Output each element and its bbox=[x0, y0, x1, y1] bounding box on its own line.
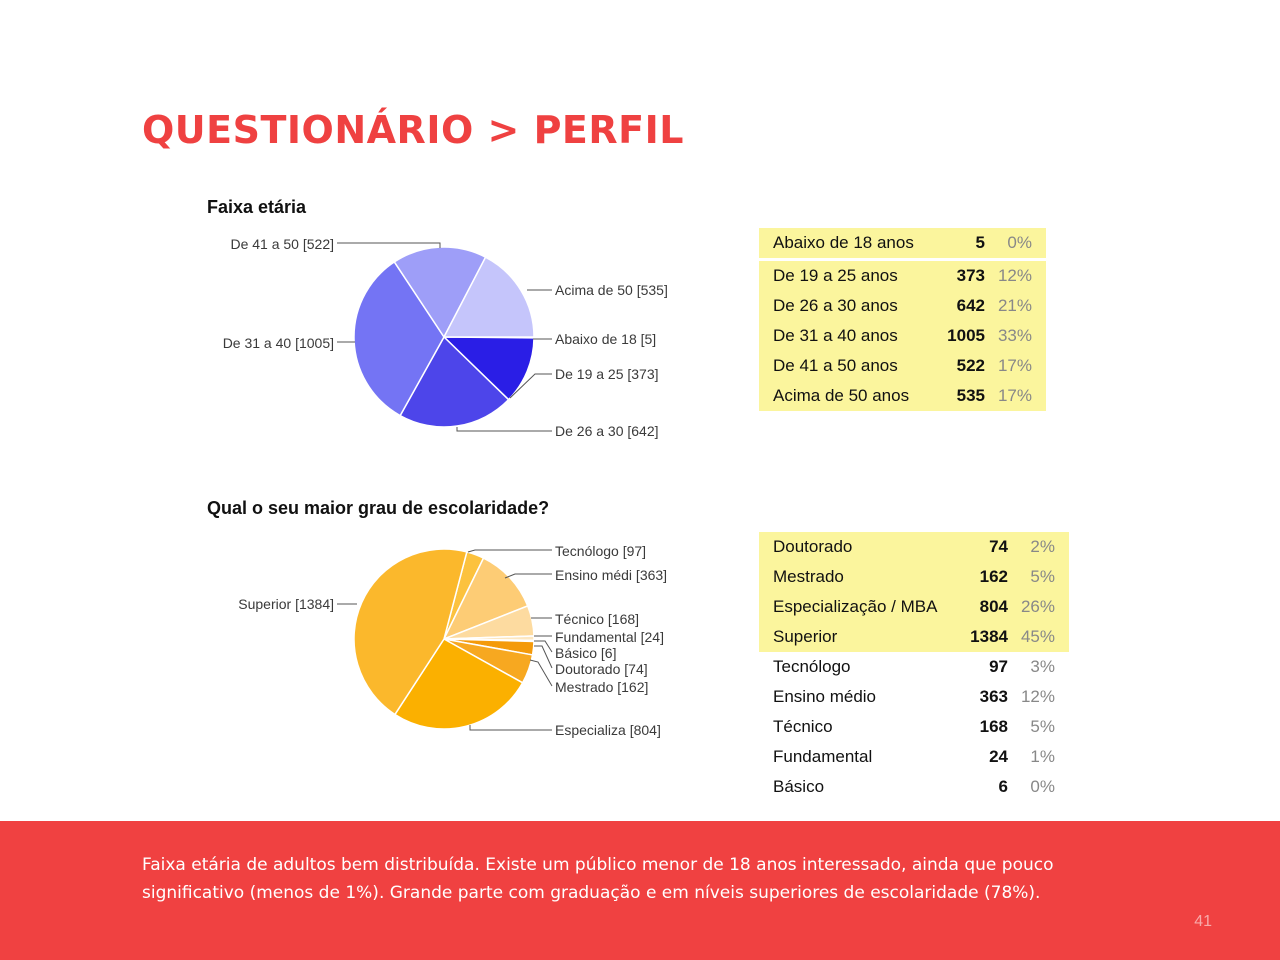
slide-title: QUESTIONÁRIO > PERFIL bbox=[142, 108, 684, 152]
footer-banner bbox=[0, 821, 1280, 960]
row-percent: 2% bbox=[1008, 532, 1069, 562]
callout-label-tecnologo: Tecnólogo [97] bbox=[555, 543, 647, 559]
callout-line-tecnologo bbox=[468, 550, 552, 552]
row-label: De 41 a 50 anos bbox=[759, 351, 928, 381]
callout-label-fundamental: Fundamental [24] bbox=[555, 629, 664, 645]
table-row bbox=[759, 291, 1046, 321]
pie-qual-o-seu-maior-grau-de-escolaridade bbox=[238, 543, 667, 738]
callout-line-de-26-a-30 bbox=[457, 427, 552, 431]
row-percent: 0% bbox=[1030, 777, 1055, 796]
table-faixa-etaria bbox=[759, 228, 1046, 411]
callout-label-mestrado: Mestrado [162] bbox=[555, 679, 649, 695]
row-value: 642 bbox=[928, 291, 985, 321]
callout-label-ensino-medio: Ensino médi [363] bbox=[555, 567, 668, 583]
row-value: 74 bbox=[958, 532, 1008, 562]
row-value: 1005 bbox=[928, 321, 985, 351]
row-percent: 5% bbox=[1008, 562, 1069, 592]
row-value: 1384 bbox=[958, 622, 1008, 652]
callout-line-doutorado bbox=[534, 646, 552, 668]
row-percent: 12% bbox=[1020, 687, 1055, 706]
chart-title-faixa-etaria: Faixa etária bbox=[207, 197, 307, 217]
table-row bbox=[759, 321, 1046, 351]
row-percent: 12% bbox=[985, 260, 1046, 292]
pie-faixa-etaria bbox=[223, 236, 668, 439]
row-value: 363 bbox=[979, 687, 1008, 706]
row-value: 535 bbox=[928, 381, 985, 411]
row-value: 97 bbox=[989, 657, 1008, 676]
row-value: 804 bbox=[958, 592, 1008, 622]
callout-line-de-41-a-50 bbox=[337, 243, 440, 248]
row-label: Abaixo de 18 anos bbox=[759, 228, 928, 260]
callout-label-acima-de-50: Acima de 50 [535] bbox=[555, 282, 668, 298]
row-value: 522 bbox=[928, 351, 985, 381]
table-row bbox=[759, 652, 1069, 682]
row-label: Tecnólogo bbox=[773, 657, 851, 676]
row-label: Fundamental bbox=[773, 747, 873, 766]
row-label: Básico bbox=[773, 777, 825, 796]
callout-line-especializacao-mba bbox=[470, 725, 552, 730]
row-percent: 5% bbox=[1030, 717, 1055, 736]
row-percent: 17% bbox=[985, 381, 1046, 411]
row-percent: 45% bbox=[1008, 622, 1069, 652]
callout-label-doutorado: Doutorado [74] bbox=[555, 661, 648, 677]
callout-label-de-31-a-40: De 31 a 40 [1005] bbox=[222, 335, 334, 351]
table-row bbox=[759, 228, 1046, 260]
row-percent: 0% bbox=[985, 228, 1046, 260]
callout-label-especializacao-mba: Especializa [804] bbox=[555, 722, 661, 738]
table-row bbox=[759, 592, 1069, 622]
callout-label-de-19-a-25: De 19 a 25 [373] bbox=[555, 366, 659, 382]
callout-label-de-26-a-30: De 26 a 30 [642] bbox=[555, 423, 659, 439]
callout-label-de-41-a-50: De 41 a 50 [522] bbox=[230, 236, 334, 252]
table-row bbox=[759, 562, 1069, 592]
table-row bbox=[759, 381, 1046, 411]
callout-label-abaixo-de-18: Abaixo de 18 [5] bbox=[555, 331, 657, 347]
row-value: 168 bbox=[979, 717, 1008, 736]
row-value: 6 bbox=[998, 777, 1008, 796]
chart-title-escolaridade: Qual o seu maior grau de escolaridade? bbox=[207, 498, 550, 518]
row-label: De 19 a 25 anos bbox=[759, 260, 928, 292]
row-label: Especialização / MBA bbox=[759, 592, 958, 622]
row-percent: 3% bbox=[1030, 657, 1055, 676]
row-label: Acima de 50 anos bbox=[759, 381, 928, 411]
row-percent: 26% bbox=[1008, 592, 1069, 622]
table-row bbox=[759, 260, 1046, 292]
row-label: Superior bbox=[759, 622, 958, 652]
row-value: 5 bbox=[928, 228, 985, 260]
table-row bbox=[759, 742, 1069, 772]
table-escolaridade bbox=[759, 532, 1069, 802]
table-row bbox=[759, 532, 1069, 562]
row-percent: 21% bbox=[985, 291, 1046, 321]
row-label: De 26 a 30 anos bbox=[759, 291, 928, 321]
row-label: Mestrado bbox=[759, 562, 958, 592]
page-number: 41 bbox=[1194, 913, 1212, 930]
row-label: De 31 a 40 anos bbox=[759, 321, 928, 351]
row-value: 373 bbox=[928, 260, 985, 292]
row-label: Ensino médio bbox=[773, 687, 877, 706]
table-row bbox=[759, 712, 1069, 742]
row-label: Técnico bbox=[773, 717, 833, 736]
row-label: Doutorado bbox=[759, 532, 958, 562]
table-row bbox=[759, 682, 1069, 712]
table-row bbox=[759, 622, 1069, 652]
callout-label-tecnico: Técnico [168] bbox=[555, 611, 640, 627]
callout-line-ensino-medio bbox=[505, 574, 552, 578]
table-row bbox=[759, 351, 1046, 381]
table-row bbox=[759, 772, 1069, 802]
row-value: 24 bbox=[989, 747, 1008, 766]
callout-label-superior: Superior [1384] bbox=[238, 596, 334, 612]
callout-line-mestrado bbox=[530, 660, 552, 686]
row-percent: 1% bbox=[1030, 747, 1055, 766]
callout-label-basico: Básico [6] bbox=[555, 645, 617, 661]
footer-text: Faixa etária de adultos bem distribuída. Existe um público menor de 18 anos interessado, ainda que pouco significativo (menos de 1%). Grande parte com graduação e em níveis superiores de escolaridade (78%). bbox=[142, 855, 1054, 903]
row-percent: 33% bbox=[985, 321, 1046, 351]
row-percent: 17% bbox=[985, 351, 1046, 381]
row-value: 162 bbox=[958, 562, 1008, 592]
